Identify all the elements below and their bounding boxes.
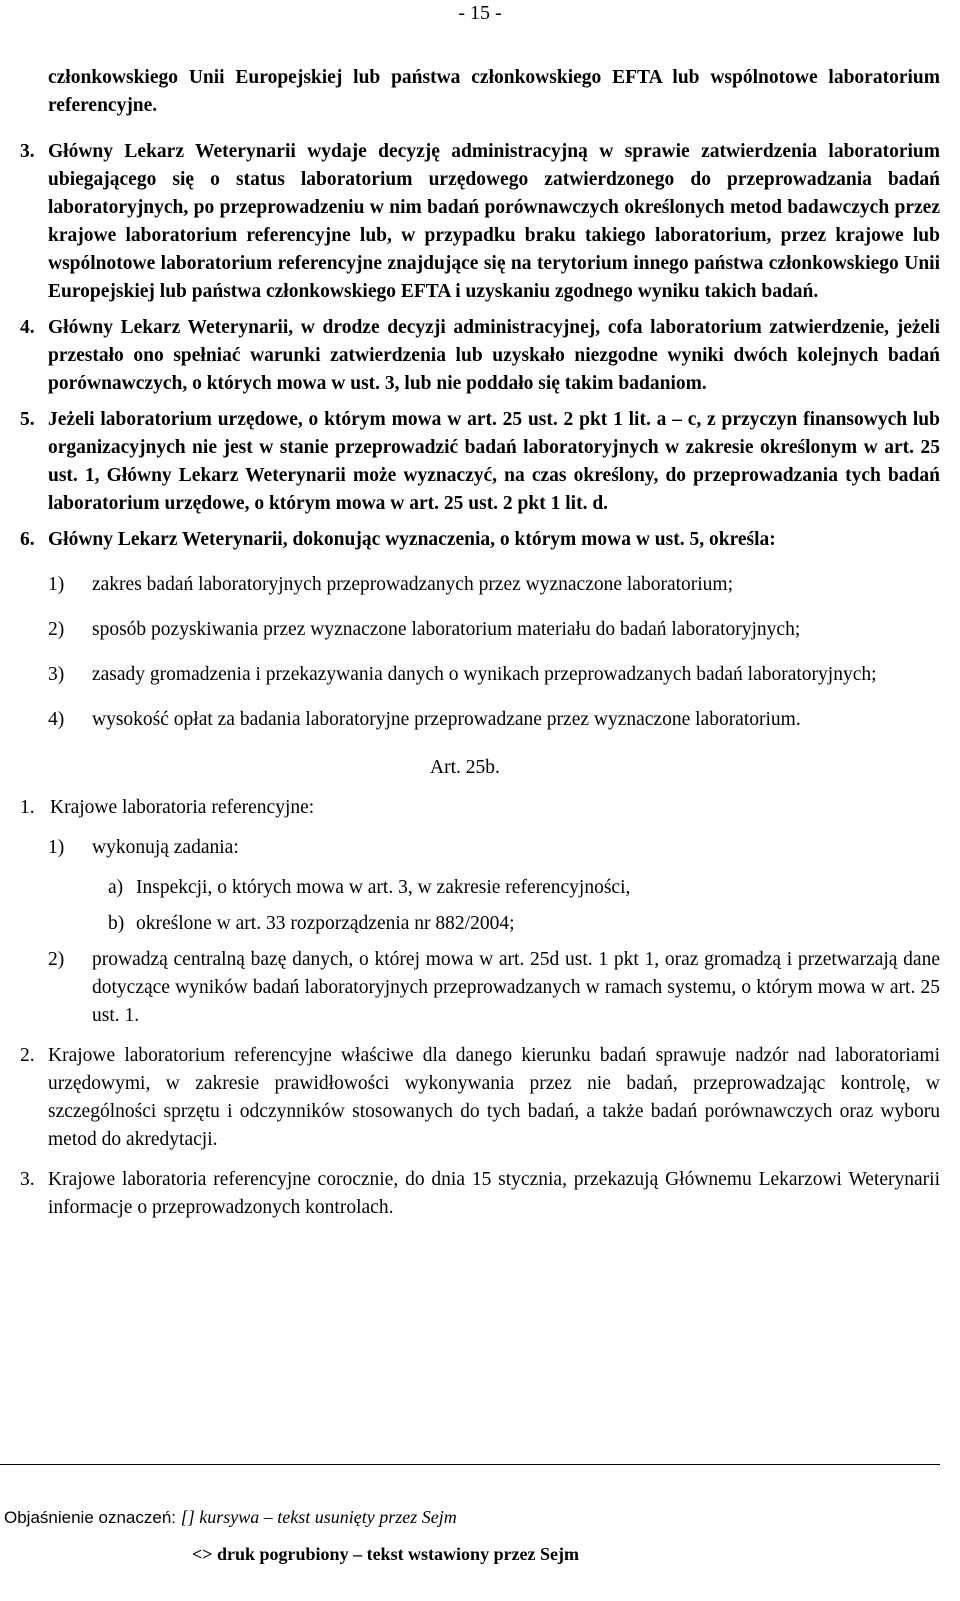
item-6-2-text: sposób pozyskiwania przez wyznaczone laboratorium materiału do badań laboratoryjnych;: [92, 619, 801, 640]
paragraph-5-text: Jeżeli laboratorium urzędowe, o którym mowa w art. 25 ust. 2 pkt 1 lit. a – c, z przyczyn finansowych lub organizacyjnych nie jest w stanie przeprowadzić badań laboratoryjnych w zakresie określonym w art. 25 ust. 1, Główny Lekarz Weterynarii może wyznaczyć, na czas określony, do przeprowadzania tych badań laboratorium urzędowe, o którym mowa w art. 25 ust. 2 pkt 1 lit. d.: [48, 409, 940, 514]
item-6-2-number: 2): [48, 619, 65, 640]
footer-bold-note: <> druk pogrubiony – tekst wstawiony przez Sejm: [192, 1544, 580, 1564]
paragraph-3-number: 3.: [20, 141, 35, 162]
continuation-paragraph: członkowskiego Unii Europejskiej lub państwa członkowskiego EFTA lub wspólnotowe laboratorium referencyjne.: [48, 67, 940, 116]
article-title: Art. 25b.: [430, 757, 500, 778]
page-number: - 15 -: [458, 2, 502, 24]
art-paragraph-3-number: 3.: [20, 1169, 35, 1190]
art-subitem-a-number: a): [108, 877, 124, 898]
art-paragraph-3-text: Krajowe laboratoria referencyjne corocznie, do dnia 15 stycznia, przekazują Głównemu Lekarzowi Weterynarii informacje o przeprowadzonych kontrolach.: [48, 1169, 940, 1218]
art-paragraph-2-number: 2.: [20, 1045, 35, 1066]
footer-divider: [0, 1464, 940, 1465]
art-p1-item-2-text: prowadzą centralną bazę danych, o której mowa w art. 25d ust. 1 pkt 1, oraz gromadzą i przetwarzają dane dotyczące wyników badań laboratoryjnych przeprowadzanych w ramach systemu, o którym mowa w art. 25 ust. 1.: [92, 949, 940, 1026]
paragraph-5: [20, 406, 940, 518]
art-subitem-a-text: Inspekcji, o których mowa w art. 3, w zakresie referencyjności,: [136, 877, 631, 898]
paragraph-6-number: 6.: [20, 529, 35, 550]
item-6-4-text: wysokość opłat za badania laboratoryjne przeprowadzane przez wyznaczone laboratorium.: [92, 709, 801, 730]
paragraph-6: [20, 526, 940, 554]
item-6-1: [20, 571, 940, 599]
art-subitem-a: [20, 874, 940, 902]
item-6-2: [20, 616, 940, 644]
paragraph-5-number: 5.: [20, 409, 35, 430]
art-p1-item-1-sublist: [20, 874, 940, 938]
art-p1-item-1: [20, 834, 940, 862]
item-6-1-text: zakres badań laboratoryjnych przeprowadzanych przez wyznaczone laboratorium;: [92, 574, 734, 595]
art-p1-item-2: [20, 946, 940, 1030]
item-6-4: [20, 706, 940, 734]
footer-legend: [4, 1506, 457, 1529]
item-6-4-number: 4): [48, 709, 65, 730]
art-p1-item-1-text: wykonują zadania:: [92, 837, 239, 858]
paragraph-4: [20, 314, 940, 398]
art-subitem-b-number: b): [108, 913, 125, 934]
art-paragraph-2-text: Krajowe laboratorium referencyjne właściwe dla danego kierunku badań sprawuje nadzór nad laboratoriami urzędowymi, w zakresie prawidłowości wykonywania przez nie badań, przeprowadzając kontrolę, w szczególności sprzętu i odczynników stosowanych do tych badań, a także badań porównawczych oraz wyboru metod do akredytacji.: [48, 1045, 940, 1150]
list-items-6: [20, 571, 940, 734]
paragraph-6-text: Główny Lekarz Weterynarii, dokonując wyznaczenia, o którym mowa w ust. 5, określa:: [48, 529, 776, 550]
paragraph-4-text: Główny Lekarz Weterynarii, w drodze decyzji administracyjnej, cofa laboratorium zatwierdzenie, jeżeli przestało ono spełniać warunki zatwierdzenia lub uzyskało niezgodne wyniki dwóch kolejnych badań porównawczych, o których mowa w ust. 3, lub nie poddało się takim badaniom.: [48, 317, 940, 394]
item-6-3-text: zasady gromadzenia i przekazywania danych o wynikach przeprowadzanych badań laboratoryjnych;: [92, 664, 877, 685]
art-paragraph-1-text: Krajowe laboratoria referencyjne:: [50, 797, 315, 818]
art-p1-item-2-number: 2): [48, 949, 65, 970]
section-points-3-6: [20, 138, 940, 554]
art-paragraph-2: [20, 1042, 940, 1154]
paragraph-3-text: Główny Lekarz Weterynarii wydaje decyzję administracyjną w sprawie zatwierdzenia laboratorium ubiegającego się o status laboratorium urzędowego zatwierdzonego do przeprowadzania badań laboratoryjnych, po przeprowadzeniu w nim badań porównawczych określonych metod badawczych przez krajowe laboratorium referencyjne lub, w przypadku braku takiego laboratorium, przez krajowe lub wspólnotowe laboratorium referencyjne znajdujące się na terytorium innego państwa członkowskiego Unii Europejskiej lub państwa członkowskiego EFTA i uzyskaniu zgodnego wyniku takich badań.: [48, 141, 940, 302]
art-p1-item-1-number: 1): [48, 837, 65, 858]
document-body: [20, 64, 940, 1222]
item-6-1-number: 1): [48, 574, 65, 595]
art-paragraph-1: [20, 794, 940, 822]
art-points-2-3: [20, 1042, 940, 1222]
art-paragraph-1-number: 1.: [20, 797, 35, 818]
art-subitem-b-text: określone w art. 33 rozporządzenia nr 882/2004;: [136, 913, 515, 934]
art-paragraph-3: [20, 1166, 940, 1222]
item-6-3: [20, 661, 940, 689]
item-6-3-number: 3): [48, 664, 65, 685]
paragraph-3: [20, 138, 940, 306]
footer-label: Objaśnienie oznaczeń:: [4, 1508, 177, 1527]
footer-italic-note: [] kursywa – tekst usunięty przez Sejm: [180, 1507, 457, 1527]
art-subitem-b: [20, 910, 940, 938]
paragraph-4-number: 4.: [20, 317, 35, 338]
